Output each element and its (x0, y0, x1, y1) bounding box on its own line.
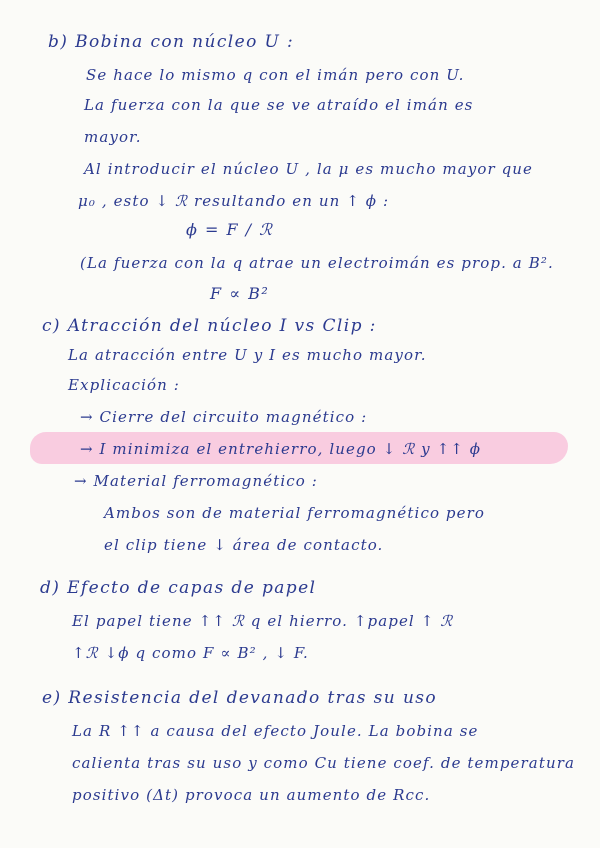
text-line: El papel tiene ↑↑ ℛ q el hierro. ↑papel ↑ ℛ (72, 612, 454, 630)
text-line: La fuerza con la que se ve atraído el imán es (84, 96, 474, 114)
text-line: μ₀ , esto ↓ ℛ resultando en un ↑ ϕ : (78, 192, 390, 210)
section-b-heading: b) Bobina con núcleo U : (48, 32, 295, 52)
text-line: ↑ℛ ↓ϕ q como F ∝ B² , ↓ F. (72, 644, 309, 662)
list-item-highlighted: → I minimiza el entrehierro, luego ↓ ℛ y ↑↑ ϕ (80, 440, 482, 458)
text-line: Ambos son de material ferromagnético pero (104, 504, 486, 522)
text-line: Explicación : (68, 376, 180, 394)
list-item: → Material ferromagnético : (74, 472, 318, 490)
text-line: mayor. (84, 128, 142, 146)
text-line: positivo (Δt) provoca un aumento de Rcc. (72, 786, 431, 804)
text-line: La R ↑↑ a causa del efecto Joule. La bobina se (72, 722, 479, 740)
section-d-heading: d) Efecto de capas de papel (40, 578, 317, 598)
section-e-heading: e) Resistencia del devanado tras su uso (42, 688, 438, 708)
text-line: La atracción entre U y I es mucho mayor. (68, 346, 427, 364)
list-item: → Cierre del circuito magnético : (80, 408, 368, 426)
text-line: calienta tras su uso y como Cu tiene coef. de temperatura (72, 754, 576, 772)
text-line: Al introducir el núcleo U , la μ es mucho mayor que (84, 160, 534, 178)
section-c-heading: c) Atracción del núcleo I vs Clip : (42, 316, 377, 336)
text-line: el clip tiene ↓ área de contacto. (104, 536, 384, 554)
formula: ϕ = F / ℛ (186, 220, 274, 239)
text-line: (La fuerza con la q atrae un electroimán es prop. a B². (80, 254, 554, 272)
formula: F ∝ B² (210, 284, 270, 303)
text-line: Se hace lo mismo q con el imán pero con U. (86, 66, 465, 84)
